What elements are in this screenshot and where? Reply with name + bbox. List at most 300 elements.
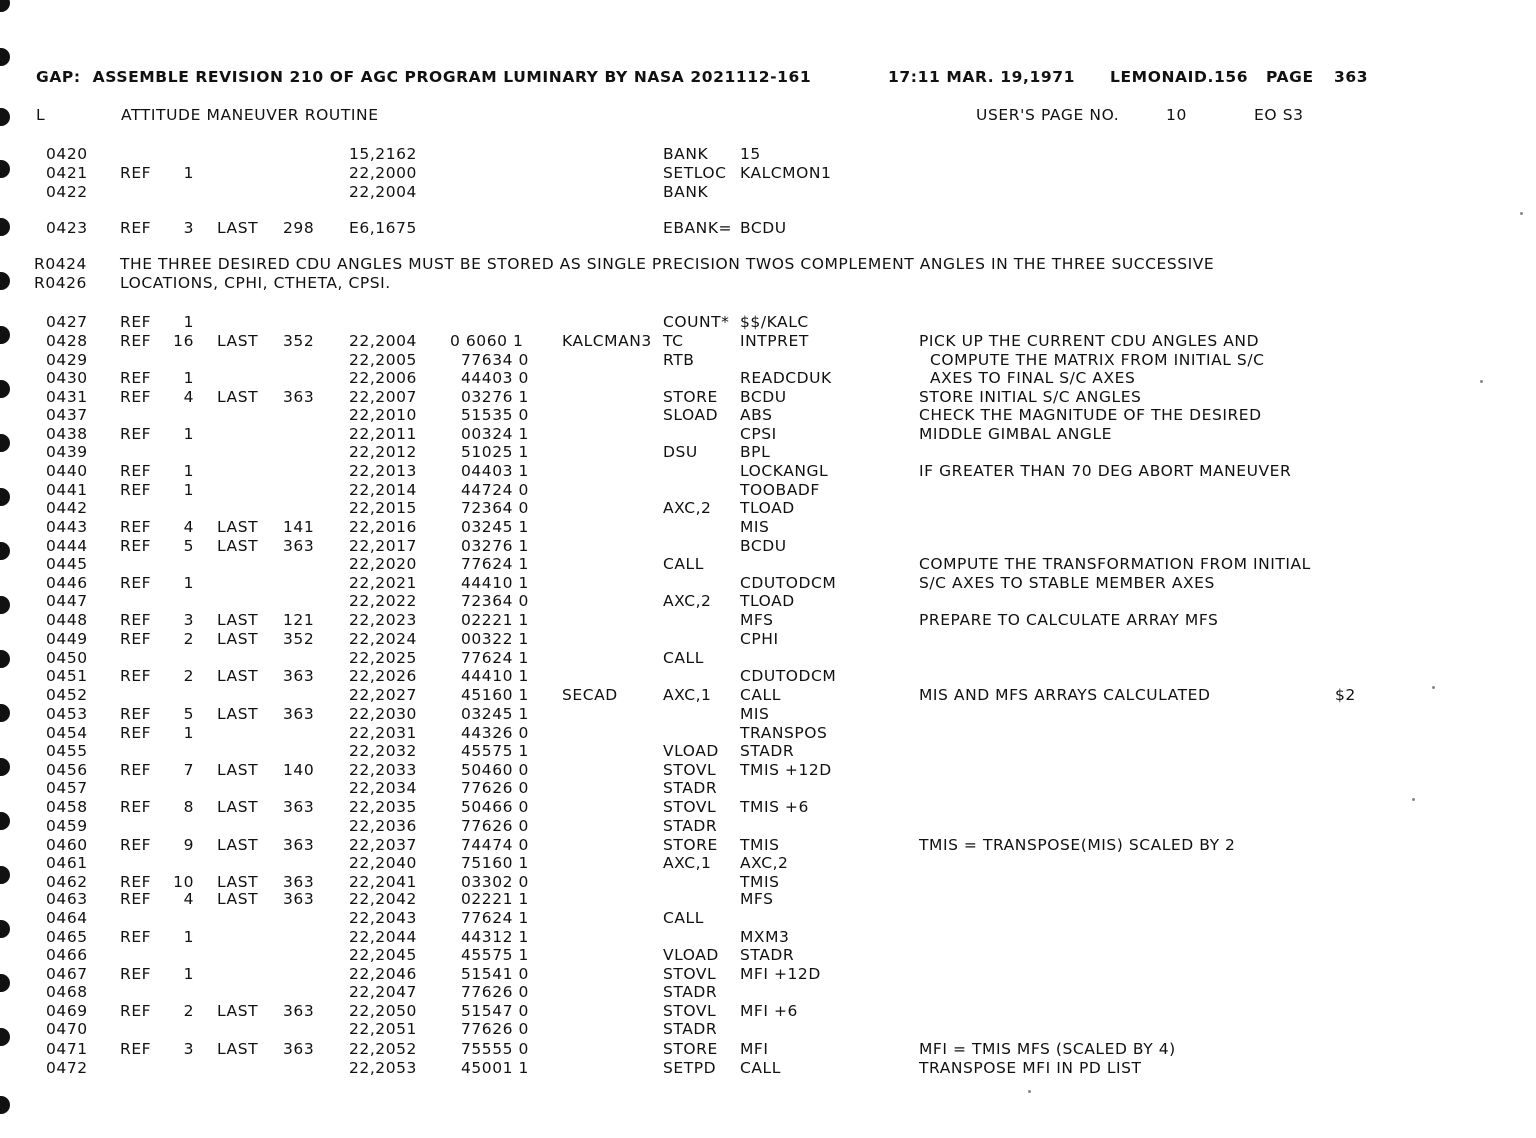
last-page: 141	[283, 518, 315, 536]
operand: BCDU	[740, 537, 787, 555]
operand: TMIS +6	[740, 798, 809, 816]
address: 22,2032	[349, 742, 417, 760]
opcode: BANK	[663, 145, 709, 163]
operand: KALCMON1	[740, 164, 832, 182]
operand: TMIS	[740, 873, 780, 891]
operand: AXC,2	[740, 854, 789, 872]
ref-keyword: REF	[120, 873, 152, 891]
last-keyword: LAST	[217, 630, 259, 648]
line-number: 0439	[46, 443, 88, 461]
listing-row	[0, 761, 1400, 780]
line-number: 0429	[46, 351, 88, 369]
opcode: STOVL	[663, 1002, 717, 1020]
listing-row	[0, 724, 1400, 743]
line-number: 0431	[46, 388, 88, 406]
operand: ABS	[740, 406, 773, 424]
line-number: 0458	[46, 798, 88, 816]
address: 22,2011	[349, 425, 417, 443]
remark-row	[0, 274, 1400, 293]
line-number: 0468	[46, 983, 88, 1001]
last-page: 363	[283, 798, 315, 816]
operand: TLOAD	[740, 499, 795, 517]
address: 22,2031	[349, 724, 417, 742]
address: 22,2040	[349, 854, 417, 872]
line-number: 0428	[46, 332, 88, 350]
ref-keyword: REF	[120, 667, 152, 685]
comment: TRANSPOSE MFI IN PD LIST	[919, 1059, 1142, 1077]
object-code: 44724 0	[450, 481, 529, 499]
operand: TRANSPOS	[740, 724, 828, 742]
address: 22,2010	[349, 406, 417, 424]
address: 22,2012	[349, 443, 417, 461]
listing-row	[0, 332, 1400, 351]
listing-row	[0, 928, 1400, 947]
address: 22,2025	[349, 649, 417, 667]
listing-row	[0, 164, 1400, 183]
address: 22,2024	[349, 630, 417, 648]
object-code: 75555 0	[450, 1040, 529, 1058]
ref-keyword: REF	[120, 965, 152, 983]
listing-row	[0, 1002, 1400, 1021]
ref-keyword: REF	[120, 425, 152, 443]
ref-count: 4	[183, 890, 194, 908]
ref-count: 4	[183, 518, 194, 536]
ref-count: 3	[183, 219, 194, 237]
opcode: COUNT*	[663, 313, 730, 331]
last-page: 298	[283, 219, 315, 237]
last-page: 363	[283, 1040, 315, 1058]
comment: MIS AND MFS ARRAYS CALCULATED	[919, 686, 1211, 704]
opcode: CALL	[663, 909, 704, 927]
eo-code: EO S3	[1254, 106, 1304, 124]
users-page-number: 10	[1166, 106, 1187, 124]
object-code: 44403 0	[450, 369, 529, 387]
operand: MXM3	[740, 928, 790, 946]
last-keyword: LAST	[217, 798, 259, 816]
line-number: 0456	[46, 761, 88, 779]
operand: TOOBADF	[740, 481, 820, 499]
listing-row	[0, 817, 1400, 836]
header-timestamp: 17:11 MAR. 19,1971	[888, 68, 1076, 86]
comment: AXES TO FINAL S/C AXES	[919, 369, 1136, 387]
ref-keyword: REF	[120, 164, 152, 182]
ref-count: 1	[183, 965, 194, 983]
last-page: 352	[283, 332, 315, 350]
address: E6,1675	[349, 219, 417, 237]
operand: MFI	[740, 1040, 769, 1058]
ref-count: 1	[183, 574, 194, 592]
address: 22,2022	[349, 592, 417, 610]
listing-marker: L	[36, 106, 46, 124]
ref-count: 3	[183, 611, 194, 629]
object-code: 03276 1	[450, 537, 529, 555]
address: 22,2041	[349, 873, 417, 891]
comment: COMPUTE THE MATRIX FROM INITIAL S/C	[919, 351, 1265, 369]
object-code: 44410 1	[450, 574, 529, 592]
address: 22,2036	[349, 817, 417, 835]
object-code: 03245 1	[450, 518, 529, 536]
address: 22,2053	[349, 1059, 417, 1077]
address: 22,2023	[349, 611, 417, 629]
address: 22,2052	[349, 1040, 417, 1058]
listing-row	[0, 705, 1400, 724]
listing-row	[0, 425, 1400, 444]
opcode: EBANK=	[663, 219, 733, 237]
object-code: 77624 1	[450, 555, 529, 573]
comment: COMPUTE THE TRANSFORMATION FROM INITIAL	[919, 555, 1311, 573]
ref-count: 8	[183, 798, 194, 816]
ref-keyword: REF	[120, 630, 152, 648]
line-number: 0447	[46, 592, 88, 610]
operand: CPHI	[740, 630, 779, 648]
object-code: 02221 1	[450, 611, 529, 629]
remark-text: THE THREE DESIRED CDU ANGLES MUST BE STORED AS SINGLE PRECISION TWOS COMPLEMENT ANGLES IN THE THREE SUCCESSIVE	[120, 255, 1215, 273]
object-code: 77634 0	[450, 351, 529, 369]
object-code: 72364 0	[450, 592, 529, 610]
listing-row	[0, 518, 1400, 537]
line-number: 0438	[46, 425, 88, 443]
ref-keyword: REF	[120, 369, 152, 387]
remark-line-number: R0426	[34, 274, 87, 292]
line-number: 0457	[46, 779, 88, 797]
line-number: 0472	[46, 1059, 88, 1077]
object-code: 77626 0	[450, 779, 529, 797]
object-code: 77626 0	[450, 1020, 529, 1038]
listing-row	[0, 630, 1400, 649]
operand: STADR	[740, 742, 795, 760]
address: 22,2050	[349, 1002, 417, 1020]
object-code: 77626 0	[450, 817, 529, 835]
opcode: STORE	[663, 388, 718, 406]
ref-count: 4	[183, 388, 194, 406]
object-code: 51535 0	[450, 406, 529, 424]
line-number: 0422	[46, 183, 88, 201]
object-code: 77624 1	[450, 649, 529, 667]
listing-row	[0, 499, 1400, 518]
last-keyword: LAST	[217, 537, 259, 555]
object-code: 45575 1	[450, 946, 529, 964]
listing-row	[0, 369, 1400, 388]
comment: CHECK THE MAGNITUDE OF THE DESIRED	[919, 406, 1262, 424]
listing-row	[0, 351, 1400, 370]
line-number: 0471	[46, 1040, 88, 1058]
listing-row	[0, 890, 1400, 909]
line-number: 0461	[46, 854, 88, 872]
object-code: 72364 0	[450, 499, 529, 517]
operand: CPSI	[740, 425, 777, 443]
remark-row	[0, 255, 1400, 274]
operand: TLOAD	[740, 592, 795, 610]
opcode: VLOAD	[663, 946, 719, 964]
ref-count: 2	[183, 1002, 194, 1020]
object-code: 03245 1	[450, 705, 529, 723]
symbol-label: KALCMAN3	[562, 332, 652, 350]
address: 22,2051	[349, 1020, 417, 1038]
listing-row	[0, 742, 1400, 761]
listing-row	[0, 667, 1400, 686]
last-keyword: LAST	[217, 518, 259, 536]
address: 22,2042	[349, 890, 417, 908]
line-number: 0443	[46, 518, 88, 536]
opcode: STOVL	[663, 965, 717, 983]
opcode: AXC,1	[663, 854, 712, 872]
listing-row	[0, 649, 1400, 668]
header-page-label: PAGE	[1266, 68, 1314, 86]
object-code: 03302 0	[450, 873, 529, 891]
address: 22,2046	[349, 965, 417, 983]
last-keyword: LAST	[217, 667, 259, 685]
listing-row	[0, 611, 1400, 630]
line-number: 0462	[46, 873, 88, 891]
ref-keyword: REF	[120, 462, 152, 480]
last-page: 140	[283, 761, 315, 779]
object-code: 51025 1	[450, 443, 529, 461]
listing-row	[0, 854, 1400, 873]
line-number: 0442	[46, 499, 88, 517]
opcode: CALL	[663, 649, 704, 667]
listing-row	[0, 481, 1400, 500]
object-code: 00322 1	[450, 630, 529, 648]
last-keyword: LAST	[217, 705, 259, 723]
object-code: 45001 1	[450, 1059, 529, 1077]
last-page: 363	[283, 388, 315, 406]
operand: MFS	[740, 890, 774, 908]
ref-keyword: REF	[120, 332, 152, 350]
ref-keyword: REF	[120, 928, 152, 946]
last-page: 363	[283, 836, 315, 854]
object-code: 45160 1	[450, 686, 529, 704]
listing-row	[0, 406, 1400, 425]
line-number: 0467	[46, 965, 88, 983]
object-code: 50466 0	[450, 798, 529, 816]
header-page-number: 363	[1334, 68, 1369, 86]
object-code: 00324 1	[450, 425, 529, 443]
ref-keyword: REF	[120, 705, 152, 723]
ref-keyword: REF	[120, 518, 152, 536]
address: 22,2005	[349, 351, 417, 369]
header-job-name: LEMONAID.156	[1110, 68, 1249, 86]
last-keyword: LAST	[217, 1040, 259, 1058]
last-page: 363	[283, 537, 315, 555]
opcode: STADR	[663, 817, 718, 835]
listing-row	[0, 219, 1400, 238]
opcode: STADR	[663, 779, 718, 797]
last-page: 363	[283, 705, 315, 723]
line-number: 0421	[46, 164, 88, 182]
opcode: STADR	[663, 1020, 718, 1038]
operand: CALL	[740, 1059, 781, 1077]
users-page-label: USER'S PAGE NO.	[976, 106, 1120, 124]
ref-keyword: REF	[120, 481, 152, 499]
ref-keyword: REF	[120, 388, 152, 406]
ref-count: 10	[173, 873, 194, 891]
address: 22,2004	[349, 332, 417, 350]
operand: STADR	[740, 946, 795, 964]
line-number: 0466	[46, 946, 88, 964]
operand: BPL	[740, 443, 771, 461]
comment: MFI = TMIS MFS (SCALED BY 4)	[919, 1040, 1176, 1058]
address: 22,2047	[349, 983, 417, 1001]
address: 15,2162	[349, 145, 417, 163]
object-code: 74474 0	[450, 836, 529, 854]
line-number: 0448	[46, 611, 88, 629]
opcode: STORE	[663, 836, 718, 854]
line-number: 0469	[46, 1002, 88, 1020]
listing-row	[0, 183, 1400, 202]
opcode: DSU	[663, 443, 698, 461]
last-keyword: LAST	[217, 388, 259, 406]
remark-line-number: R0424	[34, 255, 87, 273]
comment: MIDDLE GIMBAL ANGLE	[919, 425, 1113, 443]
last-keyword: LAST	[217, 761, 259, 779]
object-code: 03276 1	[450, 388, 529, 406]
ref-count: 1	[183, 928, 194, 946]
opcode: TC	[663, 332, 684, 350]
listing-row	[0, 1020, 1400, 1039]
opcode: RTB	[663, 351, 695, 369]
line-number: 0459	[46, 817, 88, 835]
address: 22,2007	[349, 388, 417, 406]
operand: MIS	[740, 705, 770, 723]
listing-row	[0, 388, 1400, 407]
last-keyword: LAST	[217, 873, 259, 891]
ref-keyword: REF	[120, 537, 152, 555]
operand: READCDUK	[740, 369, 832, 387]
line-number: 0450	[46, 649, 88, 667]
line-number: 0444	[46, 537, 88, 555]
address: 22,2043	[349, 909, 417, 927]
operand: INTPRET	[740, 332, 809, 350]
listing-row	[0, 145, 1400, 164]
operand: CDUTODCM	[740, 667, 837, 685]
object-code: 44326 0	[450, 724, 529, 742]
address: 22,2027	[349, 686, 417, 704]
address: 22,2034	[349, 779, 417, 797]
last-page: 121	[283, 611, 315, 629]
listing-row	[0, 798, 1400, 817]
address: 22,2006	[349, 369, 417, 387]
opcode: VLOAD	[663, 742, 719, 760]
listing-row	[0, 592, 1400, 611]
last-page: 363	[283, 873, 315, 891]
last-keyword: LAST	[217, 332, 259, 350]
ref-keyword: REF	[120, 724, 152, 742]
operand: TMIS	[740, 836, 780, 854]
line-number: 0420	[46, 145, 88, 163]
last-keyword: LAST	[217, 1002, 259, 1020]
opcode: STOVL	[663, 798, 717, 816]
object-code: 50460 0	[450, 761, 529, 779]
listing-row	[0, 555, 1400, 574]
ref-count: 1	[183, 164, 194, 182]
opcode: SETPD	[663, 1059, 717, 1077]
line-number: 0440	[46, 462, 88, 480]
last-page: 363	[283, 890, 315, 908]
ref-count: 7	[183, 761, 194, 779]
address: 22,2021	[349, 574, 417, 592]
ref-keyword: REF	[120, 1040, 152, 1058]
listing-row	[0, 836, 1400, 855]
opcode: STADR	[663, 983, 718, 1001]
opcode: STORE	[663, 1040, 718, 1058]
ref-count: 5	[183, 537, 194, 555]
ref-count: 2	[183, 667, 194, 685]
last-page: 363	[283, 667, 315, 685]
line-number: 0430	[46, 369, 88, 387]
listing-row	[0, 983, 1400, 1002]
ref-count: 1	[183, 313, 194, 331]
ref-count: 5	[183, 705, 194, 723]
comment: TMIS = TRANSPOSE(MIS) SCALED BY 2	[919, 836, 1236, 854]
line-number: 0452	[46, 686, 88, 704]
listing-row	[0, 1040, 1400, 1059]
object-code: 45575 1	[450, 742, 529, 760]
last-keyword: LAST	[217, 219, 259, 237]
listing-row	[0, 462, 1400, 481]
ref-keyword: REF	[120, 798, 152, 816]
comment: IF GREATER THAN 70 DEG ABORT MANEUVER	[919, 462, 1292, 480]
line-number: 0454	[46, 724, 88, 742]
ref-count: 2	[183, 630, 194, 648]
comment: S/C AXES TO STABLE MEMBER AXES	[919, 574, 1215, 592]
object-code: 02221 1	[450, 890, 529, 908]
line-number: 0446	[46, 574, 88, 592]
operand: $$/KALC	[740, 313, 809, 331]
ref-count: 16	[173, 332, 194, 350]
object-code: 44312 1	[450, 928, 529, 946]
address: 22,2000	[349, 164, 417, 182]
object-code: 44410 1	[450, 667, 529, 685]
address: 22,2016	[349, 518, 417, 536]
operand: MFI +6	[740, 1002, 798, 1020]
opcode: SETLOC	[663, 164, 727, 182]
ref-count: 1	[183, 462, 194, 480]
line-number: 0451	[46, 667, 88, 685]
address: 22,2026	[349, 667, 417, 685]
ref-keyword: REF	[120, 890, 152, 908]
operand: BCDU	[740, 219, 787, 237]
line-number: 0465	[46, 928, 88, 946]
object-code: 77624 1	[450, 909, 529, 927]
opcode: CALL	[663, 555, 704, 573]
remark-text: LOCATIONS, CPHI, CTHETA, CPSI.	[120, 274, 391, 292]
opcode: AXC,2	[663, 592, 712, 610]
last-keyword: LAST	[217, 611, 259, 629]
object-code: 77626 0	[450, 983, 529, 1001]
symbol-label: SECAD	[562, 686, 618, 704]
operand: CALL	[740, 686, 781, 704]
ref-count: 3	[183, 1040, 194, 1058]
ref-count: 1	[183, 425, 194, 443]
ref-keyword: REF	[120, 1002, 152, 1020]
flag-marker: $2	[1335, 686, 1356, 704]
operand: BCDU	[740, 388, 787, 406]
listing-row	[0, 574, 1400, 593]
ref-keyword: REF	[120, 219, 152, 237]
line-number: 0463	[46, 890, 88, 908]
comment: STORE INITIAL S/C ANGLES	[919, 388, 1142, 406]
object-code: 75160 1	[450, 854, 529, 872]
line-number: 0464	[46, 909, 88, 927]
address: 22,2020	[349, 555, 417, 573]
last-keyword: LAST	[217, 890, 259, 908]
opcode: AXC,2	[663, 499, 712, 517]
address: 22,2044	[349, 928, 417, 946]
line-number: 0460	[46, 836, 88, 854]
operand: TMIS +12D	[740, 761, 832, 779]
comment: PICK UP THE CURRENT CDU ANGLES AND	[919, 332, 1260, 350]
operand: MIS	[740, 518, 770, 536]
